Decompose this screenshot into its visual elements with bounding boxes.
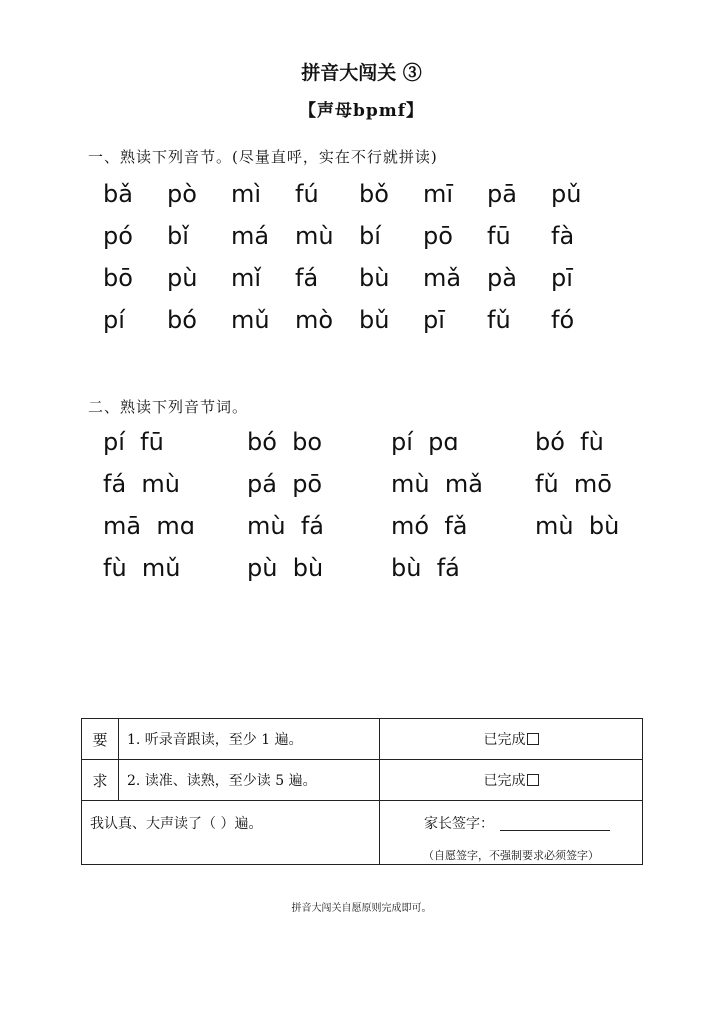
syllable-word: mó fǎ — [391, 512, 468, 540]
task-2: 2. 读准、读熟，至少读 5 遍。 — [119, 760, 380, 801]
syllable-word: bó bo — [247, 428, 323, 456]
syllable: pí — [103, 306, 125, 334]
syllable-word: bù fá — [391, 554, 460, 582]
syllable: mī — [423, 180, 454, 208]
sign-note: （自愿签字，不强制要求必须签字） — [423, 849, 599, 862]
syllable-word: pí fū — [103, 428, 164, 456]
read-times-text: 我认真、大声读了（ ）遍。 — [90, 816, 263, 832]
syllable: mǎ — [423, 264, 462, 292]
footer-note: 拼音大闯关自愿原则完成即可。 — [291, 903, 432, 914]
syllable-word: pí pɑ — [391, 428, 459, 456]
syllable-word: fá mù — [103, 470, 181, 498]
syllable: fú — [295, 180, 319, 208]
checkbox-icon[interactable] — [527, 733, 539, 745]
task-1: 1. 听录音跟读，至少 1 遍。 — [119, 719, 380, 760]
done-label: 已完成 — [483, 732, 526, 748]
task-1-status — [380, 719, 643, 760]
syllable: fó — [551, 306, 575, 334]
syllable: pī — [551, 264, 573, 292]
requirement-label-2: 求 — [82, 760, 119, 801]
syllable-word: bó fù — [535, 428, 604, 456]
signature-line[interactable] — [500, 830, 610, 831]
syllable-word: pá pō — [247, 470, 323, 498]
syllable: bǒ — [359, 180, 389, 208]
syllable-word: mù bù — [535, 512, 620, 540]
syllable-word: mā mɑ — [103, 512, 195, 540]
requirements-table — [81, 718, 643, 865]
syllable-word: mù mǎ — [391, 470, 483, 498]
syllable-word: mù fá — [247, 512, 325, 540]
checkbox-icon[interactable] — [527, 774, 539, 786]
syllable: bó — [167, 306, 197, 334]
syllable: bù — [359, 264, 390, 292]
requirement-label-1: 要 — [82, 719, 119, 760]
syllable: mǔ — [231, 306, 270, 334]
syllable: pī — [423, 306, 445, 334]
section-2-heading: 二、熟读下列音节词。 — [88, 398, 249, 416]
syllable-word: pù bù — [247, 554, 324, 582]
section-1-heading: 一、熟读下列音节。(尽量直呼，实在不行就拼读) — [88, 148, 438, 166]
page-title: 拼音大闯关 ③ — [301, 62, 422, 84]
syllable: fá — [295, 264, 319, 292]
syllable-word — [535, 554, 679, 596]
syllable-word: fù mǔ — [103, 554, 181, 582]
syllable: pā — [487, 180, 517, 208]
syllable: bǐ — [167, 222, 189, 250]
syllable: fà — [551, 222, 575, 250]
word-grid — [103, 428, 679, 596]
syllable: pù — [167, 264, 198, 292]
parent-sign-cell — [380, 801, 643, 865]
syllable: mò — [295, 306, 334, 334]
syllable-grid — [103, 180, 615, 348]
syllable: má — [231, 222, 270, 250]
syllable: mǐ — [231, 264, 262, 292]
syllable: fǔ — [487, 306, 511, 334]
syllable: bō — [103, 264, 133, 292]
syllable: mù — [295, 222, 334, 250]
syllable: pō — [423, 222, 453, 250]
syllable-word: fǔ mō — [535, 470, 612, 498]
syllable: pǔ — [551, 180, 582, 208]
done-label: 已完成 — [483, 773, 526, 789]
task-2-status — [380, 760, 643, 801]
parent-sign-label: 家长签字： — [424, 816, 494, 832]
page-subtitle: 【声母bpmf】 — [298, 101, 425, 121]
read-times-cell — [82, 801, 380, 865]
syllable: pó — [103, 222, 133, 250]
syllable: mì — [231, 180, 262, 208]
syllable: bí — [359, 222, 381, 250]
syllable: fū — [487, 222, 511, 250]
syllable: pà — [487, 264, 517, 292]
syllable: pò — [167, 180, 197, 208]
syllable: bǔ — [359, 306, 390, 334]
syllable: bǎ — [103, 180, 133, 208]
